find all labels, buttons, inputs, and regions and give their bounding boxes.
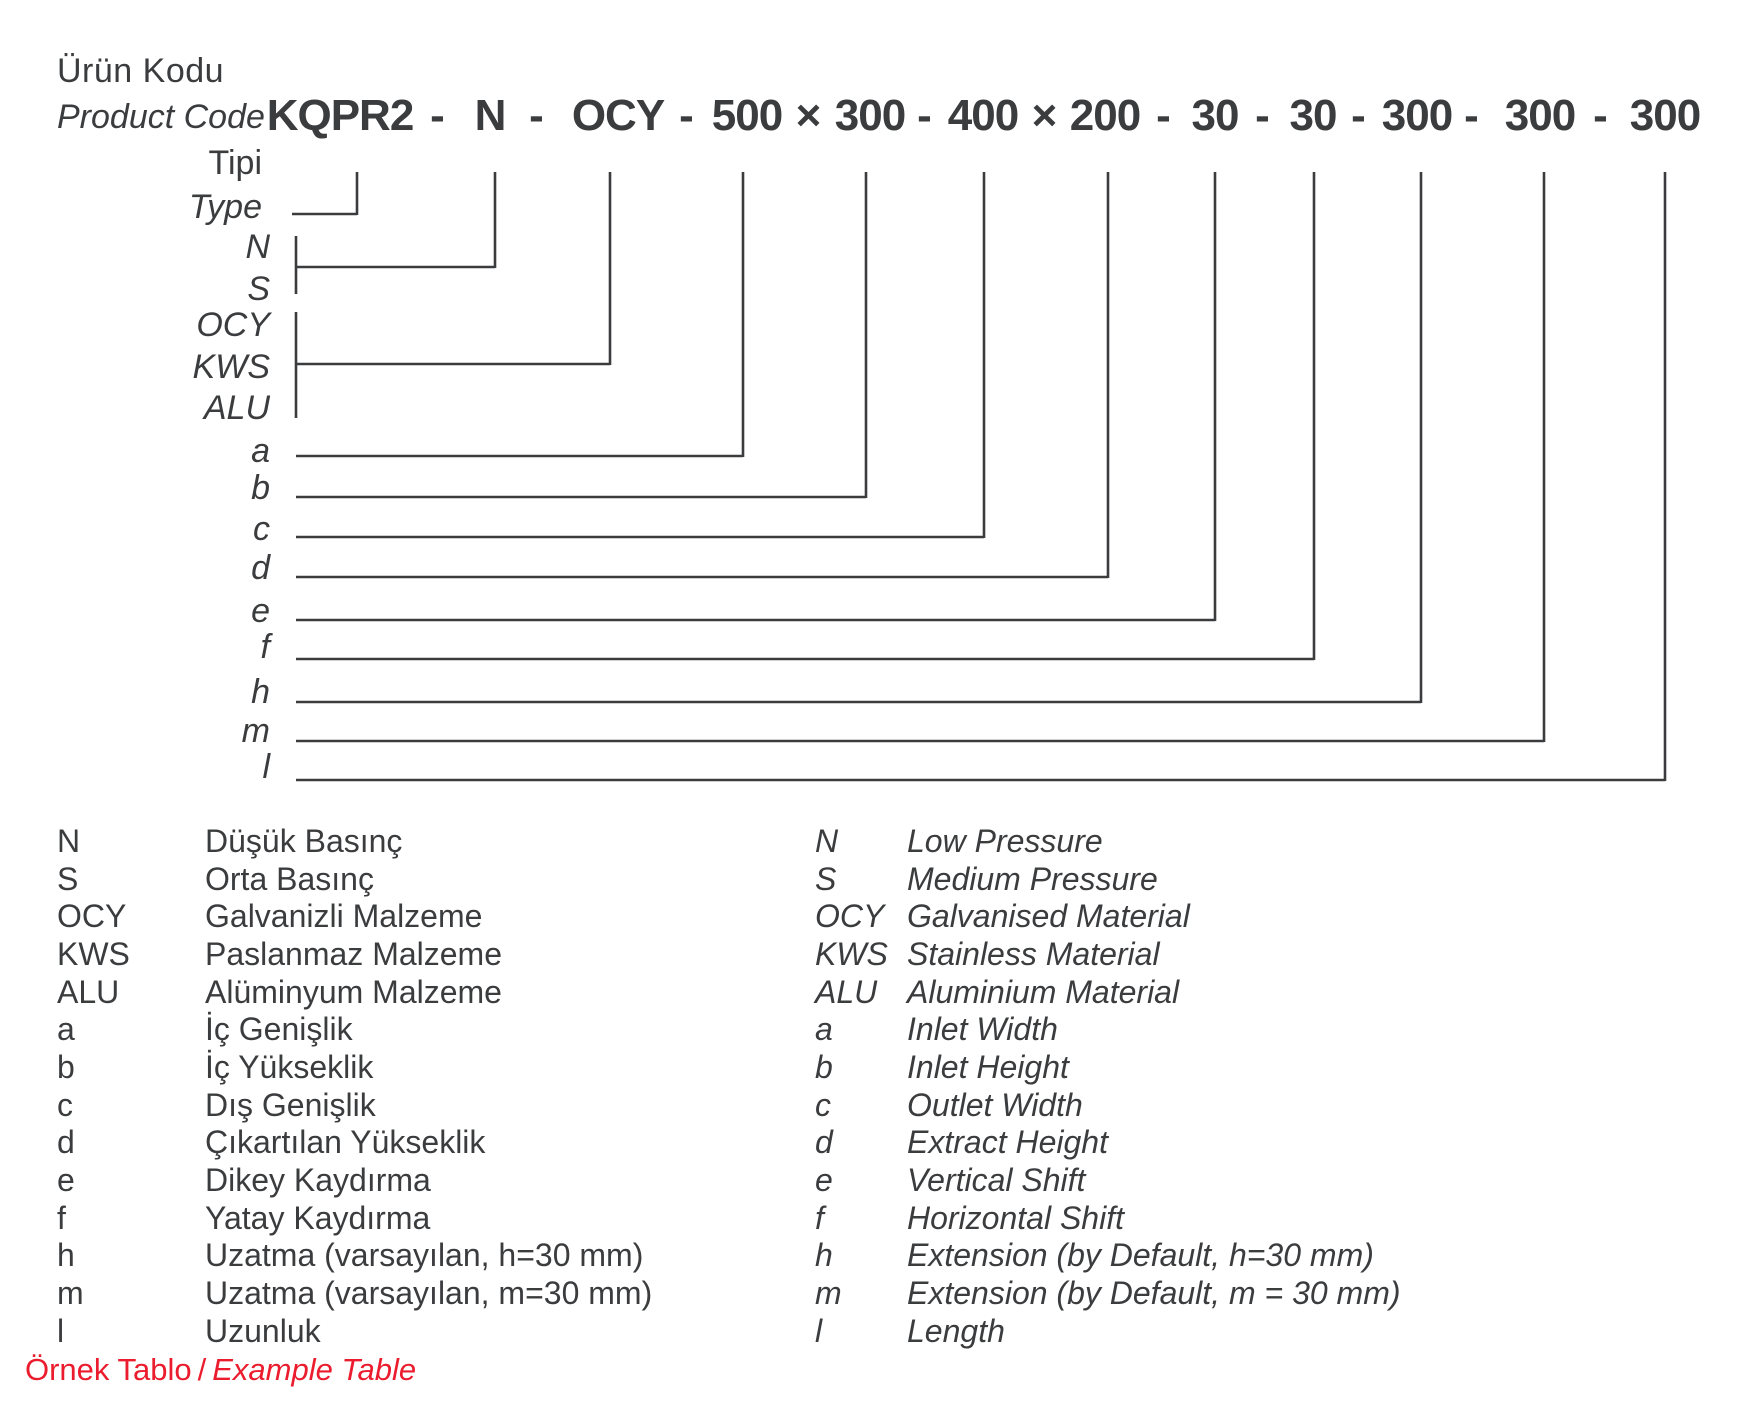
code-token: 30	[1191, 91, 1239, 140]
code-multiply-sign: ×	[795, 91, 821, 140]
legend-row	[815, 1274, 1401, 1312]
legend-row	[57, 897, 652, 935]
legend-row	[57, 1086, 652, 1124]
legend-key: N	[815, 822, 839, 859]
example-table-note-english: Example Table	[212, 1352, 417, 1387]
legend-row	[815, 1237, 1401, 1275]
type-label-turkish: Tipi	[208, 144, 262, 182]
legend-key: a	[815, 1011, 833, 1048]
example-table-note-turkish: Örnek Tablo	[25, 1352, 192, 1387]
dim-label-e: e	[251, 592, 270, 630]
material-option-alu: ALU	[203, 389, 270, 427]
legend-row	[57, 860, 652, 898]
legend-key: h	[815, 1237, 833, 1274]
example-table-note-separator: /	[197, 1352, 207, 1387]
legend-desc: Uzatma (varsayılan, h=30 mm)	[205, 1237, 644, 1274]
legend-key: b	[57, 1048, 75, 1085]
dim-label-b: b	[251, 469, 270, 507]
legend-key: f	[815, 1199, 824, 1236]
legend-desc: Aluminium Material	[907, 973, 1180, 1010]
legend-turkish	[57, 822, 652, 1350]
code-separator: -	[430, 91, 444, 140]
legend-row	[57, 1312, 652, 1350]
legend-desc: Orta Basınç	[205, 860, 374, 897]
legend-row	[815, 1161, 1401, 1199]
code-separator: -	[1593, 91, 1607, 140]
legend-desc: Extract Height	[907, 1124, 1108, 1161]
legend-key: OCY	[815, 898, 885, 935]
legend-desc: Length	[907, 1312, 1005, 1349]
legend-desc: Low Pressure	[907, 822, 1103, 859]
legend-row	[815, 1086, 1401, 1124]
legend-key: c	[57, 1086, 73, 1123]
pressure-option-s: S	[247, 270, 270, 308]
legend-key: KWS	[815, 935, 888, 972]
legend-row	[57, 1161, 652, 1199]
code-separator: -	[679, 91, 693, 140]
legend-desc: Vertical Shift	[907, 1162, 1086, 1199]
legend-key: e	[57, 1162, 75, 1199]
code-token: OCY	[571, 91, 665, 140]
legend-desc: Dış Genişlik	[205, 1086, 376, 1123]
legend-row	[57, 822, 652, 860]
legend-key: S	[57, 860, 79, 897]
legend-desc: Galvanizli Malzeme	[205, 898, 483, 935]
page-title-turkish: Ürün Kodu	[57, 52, 225, 90]
legend-key: d	[815, 1124, 833, 1161]
legend-row	[815, 897, 1401, 935]
code-token: 300	[834, 91, 906, 140]
dim-label-a: a	[251, 432, 270, 470]
legend-desc: İç Yükseklik	[205, 1048, 374, 1085]
dim-label-h: h	[251, 673, 270, 711]
page-title-english: Product Code	[57, 98, 265, 136]
legend-key: f	[57, 1199, 66, 1236]
code-token: N	[474, 91, 506, 140]
code-separator: -	[1351, 91, 1365, 140]
code-token: 300	[1381, 91, 1453, 140]
pressure-option-n: N	[245, 228, 270, 266]
legend-row	[815, 973, 1401, 1011]
legend-row	[57, 973, 652, 1011]
code-token: 300	[1504, 91, 1576, 140]
legend-row	[815, 935, 1401, 973]
code-separator: -	[1156, 91, 1170, 140]
legend-desc: Uzunluk	[205, 1312, 321, 1349]
legend-key: b	[815, 1048, 833, 1085]
legend-desc: Dikey Kaydırma	[205, 1162, 431, 1199]
code-token: 400	[947, 91, 1019, 140]
legend-key: e	[815, 1162, 833, 1199]
legend-key: h	[57, 1237, 75, 1274]
code-separator: -	[529, 91, 543, 140]
legend-key: m	[815, 1275, 842, 1312]
code-multiply-sign: ×	[1031, 91, 1057, 140]
dim-label-l: l	[262, 748, 270, 786]
legend-key: OCY	[57, 898, 127, 935]
example-table-note	[25, 1352, 416, 1388]
code-token: 300	[1629, 91, 1701, 140]
legend-row	[57, 1274, 652, 1312]
code-token: KQPR2	[266, 91, 414, 140]
legend-row	[815, 860, 1401, 898]
legend-desc: İç Genişlik	[205, 1011, 353, 1048]
legend-key: l	[815, 1312, 823, 1349]
legend-desc: Medium Pressure	[907, 860, 1158, 897]
legend-row	[57, 1237, 652, 1275]
legend-desc: Galvanised Material	[907, 898, 1190, 935]
legend-desc: Extension (by Default, h=30 mm)	[907, 1237, 1374, 1274]
legend-row	[815, 1048, 1401, 1086]
legend-english	[815, 822, 1401, 1350]
legend-row	[815, 1010, 1401, 1048]
legend-row	[57, 1048, 652, 1086]
legend-row	[57, 1199, 652, 1237]
legend-desc: Alüminyum Malzeme	[205, 973, 502, 1010]
legend-desc: Stainless Material	[907, 935, 1160, 972]
legend-row	[815, 1199, 1401, 1237]
dim-label-f: f	[260, 628, 270, 666]
legend-desc: Horizontal Shift	[907, 1199, 1124, 1236]
legend-desc: Inlet Height	[907, 1048, 1069, 1085]
legend-key: KWS	[57, 935, 130, 972]
legend-key: m	[57, 1275, 84, 1312]
dim-label-c: c	[253, 510, 270, 548]
legend-row	[57, 935, 652, 973]
legend-key: c	[815, 1086, 831, 1123]
code-separator: -	[1255, 91, 1269, 140]
legend-key: l	[57, 1312, 65, 1349]
legend-desc: Çıkartılan Yükseklik	[205, 1124, 486, 1161]
legend-key: S	[815, 860, 837, 897]
legend-row	[815, 1312, 1401, 1350]
legend-desc: Düşük Basınç	[205, 822, 403, 859]
code-token: 500	[711, 91, 783, 140]
dim-label-m: m	[241, 712, 270, 750]
legend-row	[57, 1124, 652, 1162]
legend-desc: Extension (by Default, m = 30 mm)	[907, 1275, 1401, 1312]
legend-desc: Inlet Width	[907, 1011, 1058, 1048]
material-option-ocy: OCY	[196, 306, 270, 344]
legend-key: d	[57, 1124, 75, 1161]
material-option-kws: KWS	[192, 348, 270, 386]
legend-row	[57, 1010, 652, 1048]
type-label-english: Type	[188, 188, 262, 226]
code-token: 30	[1289, 91, 1337, 140]
code-separator: -	[917, 91, 931, 140]
legend-key: ALU	[57, 973, 120, 1010]
code-token: 200	[1069, 91, 1141, 140]
dim-label-d: d	[251, 549, 270, 587]
legend-row	[815, 1124, 1401, 1162]
legend-key: ALU	[815, 973, 878, 1010]
code-separator: -	[1464, 91, 1478, 140]
legend-desc: Paslanmaz Malzeme	[205, 935, 502, 972]
legend-desc: Yatay Kaydırma	[205, 1199, 431, 1236]
legend-row	[815, 822, 1401, 860]
legend-desc: Uzatma (varsayılan, m=30 mm)	[205, 1275, 653, 1312]
legend-key: a	[57, 1011, 75, 1048]
legend-key: N	[57, 822, 81, 859]
legend-desc: Outlet Width	[907, 1086, 1083, 1123]
